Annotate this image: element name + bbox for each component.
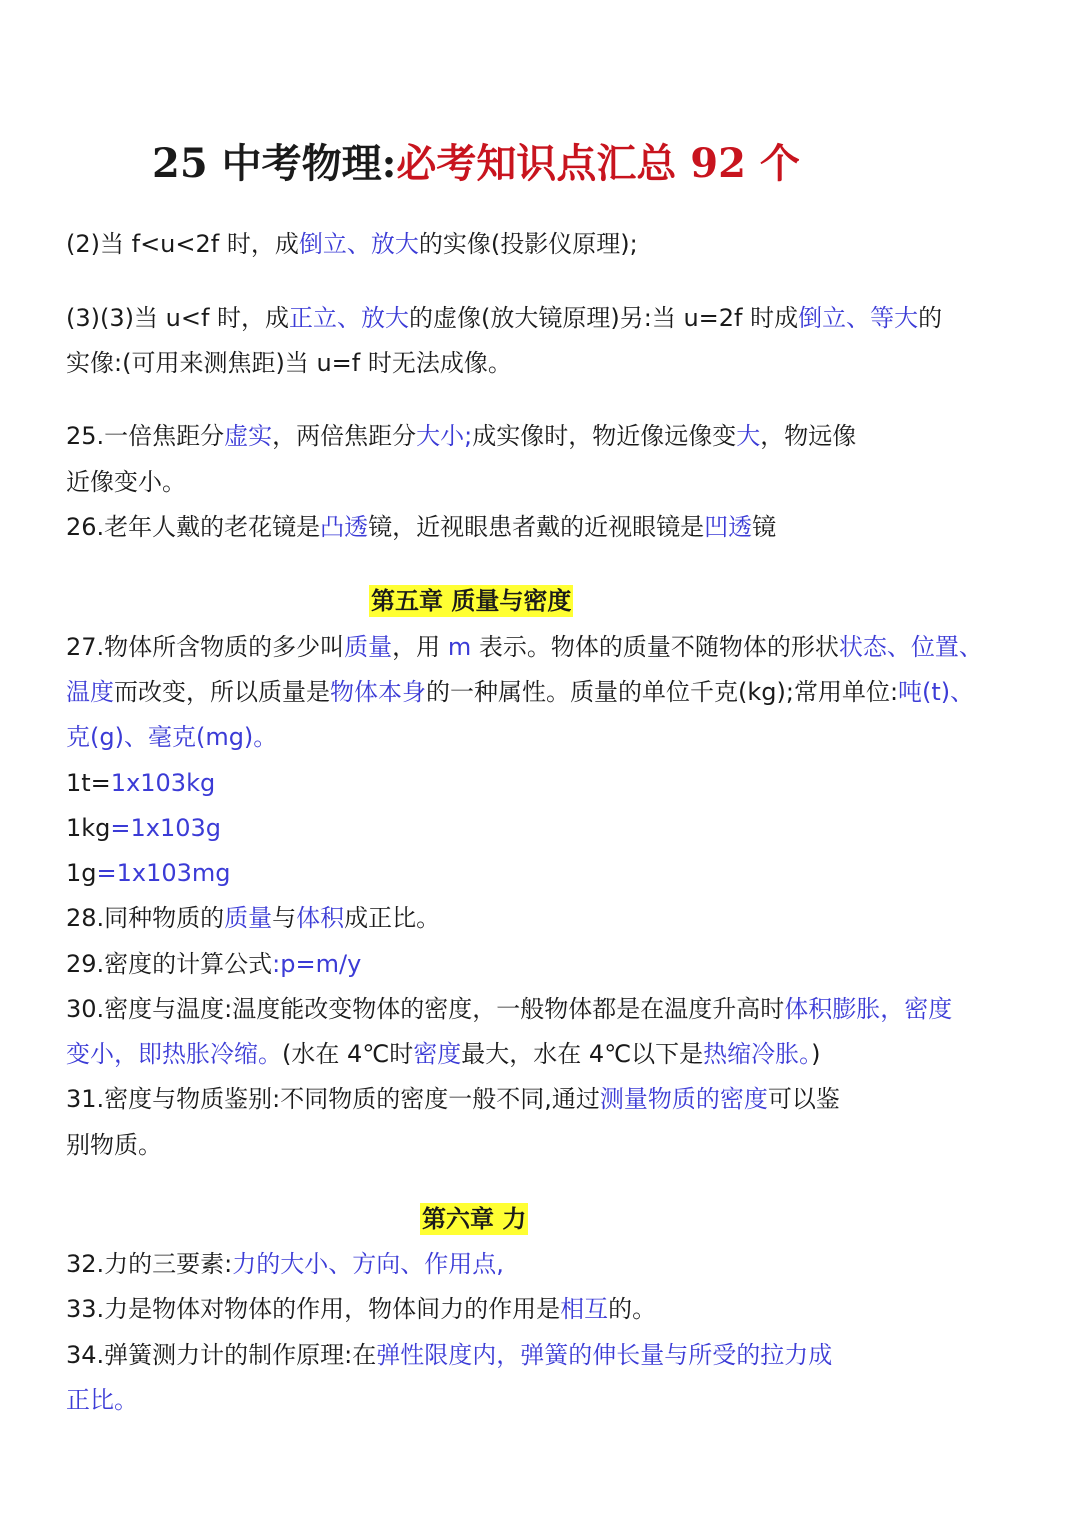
body-text: 最大，水在 4℃以下是	[461, 1040, 704, 1068]
text-line	[66, 466, 186, 498]
text-line	[66, 767, 215, 799]
body-text: ，用	[392, 633, 448, 661]
text-line	[66, 1038, 820, 1070]
body-text: 镜	[752, 513, 777, 541]
body-text: 25.一倍焦距分	[66, 422, 225, 450]
body-text: ，两倍焦距分	[272, 422, 417, 450]
body-text: 1g	[66, 859, 97, 887]
body-text: )	[811, 1040, 821, 1068]
body-text: (3)(3)当 u<f 时，成	[66, 304, 290, 332]
body-text: 30.密度与温度:温度能改变物体的密度，一般物体都是在温度升高时	[66, 995, 785, 1023]
text-line	[66, 1129, 162, 1161]
highlighted-text: 体积	[296, 904, 345, 932]
title-main: 必考知识点汇总 92 个	[396, 140, 800, 187]
body-text: (水在 4℃时	[282, 1040, 414, 1068]
body-text: 29.密度的计算公式	[66, 950, 273, 978]
body-text: 28.同种物质的	[66, 904, 225, 932]
body-text: 31.密度与物质鉴别:不同物质的密度一般不同,通过	[66, 1085, 600, 1113]
highlighted-text: :p=m/y	[272, 950, 362, 978]
chapter-heading-6: 第六章 力	[422, 1205, 527, 1233]
body-text: 26.老年人戴的老花镜是	[66, 513, 321, 541]
highlighted-text: 大	[736, 422, 761, 450]
body-text: 1t=	[66, 769, 111, 797]
highlighted-text: 凸透	[320, 513, 369, 541]
text-line	[66, 511, 776, 543]
highlighted-text: 1x103kg	[110, 769, 216, 797]
text-line	[66, 857, 231, 889]
highlighted-text: =1x103mg	[96, 859, 231, 887]
body-text: 34.弹簧测力计的制作原理:在	[66, 1341, 377, 1369]
text-line	[66, 1293, 656, 1325]
text-line	[66, 812, 221, 844]
body-text: 表示。物体的质量不随物体的形状	[471, 633, 839, 661]
highlighted-text: 热缩冷胀。	[703, 1040, 812, 1068]
body-text: 的。	[608, 1295, 657, 1323]
highlighted-text: 吨(t)、	[898, 678, 975, 706]
body-text: 27.物体所含物质的多少叫	[66, 633, 345, 661]
highlighted-text: 克(g)、毫克(mg)。	[66, 723, 278, 751]
highlighted-text: 测量物质的密度	[599, 1085, 768, 1113]
text-line	[66, 993, 952, 1025]
text-line	[66, 347, 512, 379]
highlighted-text: =1x103g	[110, 814, 222, 842]
highlighted-text: 正立、放大	[289, 304, 410, 332]
body-text: 成正比。	[344, 904, 441, 932]
title-prefix: 25 中考物理:	[152, 140, 397, 187]
highlighted-text: m	[447, 633, 472, 661]
highlighted-text: 虚实	[224, 422, 273, 450]
highlighted-text: 质量	[224, 904, 273, 932]
body-text: 可以鉴	[767, 1085, 840, 1113]
highlighted-text: 变小，即热胀冷缩。	[66, 1040, 282, 1068]
highlighted-text: 体积膨胀，密度	[784, 995, 953, 1023]
text-line	[66, 228, 638, 260]
body-text: 实像:(可用来测焦距)当 u=f 时无法成像。	[66, 349, 512, 377]
body-text: 与	[272, 904, 297, 932]
text-line	[66, 302, 942, 334]
text-line	[66, 676, 974, 708]
body-text: 的实像(投影仪原理);	[418, 230, 638, 258]
highlighted-text: 倒立、等大	[798, 304, 919, 332]
highlighted-text: 温度	[66, 678, 114, 706]
text-line	[66, 1083, 840, 1115]
body-text: 而改变，所以质量是	[114, 678, 330, 706]
text-line	[66, 420, 856, 452]
text-line	[66, 721, 277, 753]
body-text: 别物质。	[66, 1131, 162, 1159]
highlighted-text: 相互	[560, 1295, 609, 1323]
text-line	[66, 631, 983, 663]
text-line	[66, 902, 440, 934]
text-line	[66, 948, 361, 980]
highlighted-text: 凹透	[704, 513, 753, 541]
page-title	[152, 138, 800, 190]
body-text: 近像变小。	[66, 468, 186, 496]
highlighted-text: 力的大小、方向、作用点,	[232, 1250, 504, 1278]
body-text: 1kg	[66, 814, 111, 842]
highlighted-text: 密度	[413, 1040, 462, 1068]
highlighted-text: 物体本身	[330, 678, 426, 706]
body-text: 的	[918, 304, 943, 332]
body-text: ，物远像	[760, 422, 857, 450]
body-text: 的一种属性。质量的单位千克(kg);常用单位:	[426, 678, 899, 706]
text-line	[66, 1384, 138, 1416]
body-text: 33.力是物体对物体的作用，物体间力的作用是	[66, 1295, 561, 1323]
highlighted-text: 质量	[344, 633, 393, 661]
text-line	[66, 1248, 504, 1280]
highlighted-text: 弹性限度内，弹簧的伸长量与所受的拉力成	[376, 1341, 833, 1369]
highlighted-text: 状态、位置、	[838, 633, 983, 661]
highlighted-text: 正比。	[66, 1386, 138, 1414]
body-text: (2)当 f<u<2f 时，成	[66, 230, 299, 258]
body-text: 镜，近视眼患者戴的近视眼镜是	[368, 513, 705, 541]
text-line	[66, 1339, 832, 1371]
body-text: 的虚像(放大镜原理)另:当 u=2f 时成	[409, 304, 799, 332]
highlighted-text: 倒立、放大	[298, 230, 419, 258]
body-text: 成实像时，物近像远像变	[472, 422, 737, 450]
highlighted-text: 大小;	[416, 422, 473, 450]
body-text: 32.力的三要素:	[66, 1250, 233, 1278]
chapter-heading-5: 第五章 质量与密度	[371, 587, 572, 615]
